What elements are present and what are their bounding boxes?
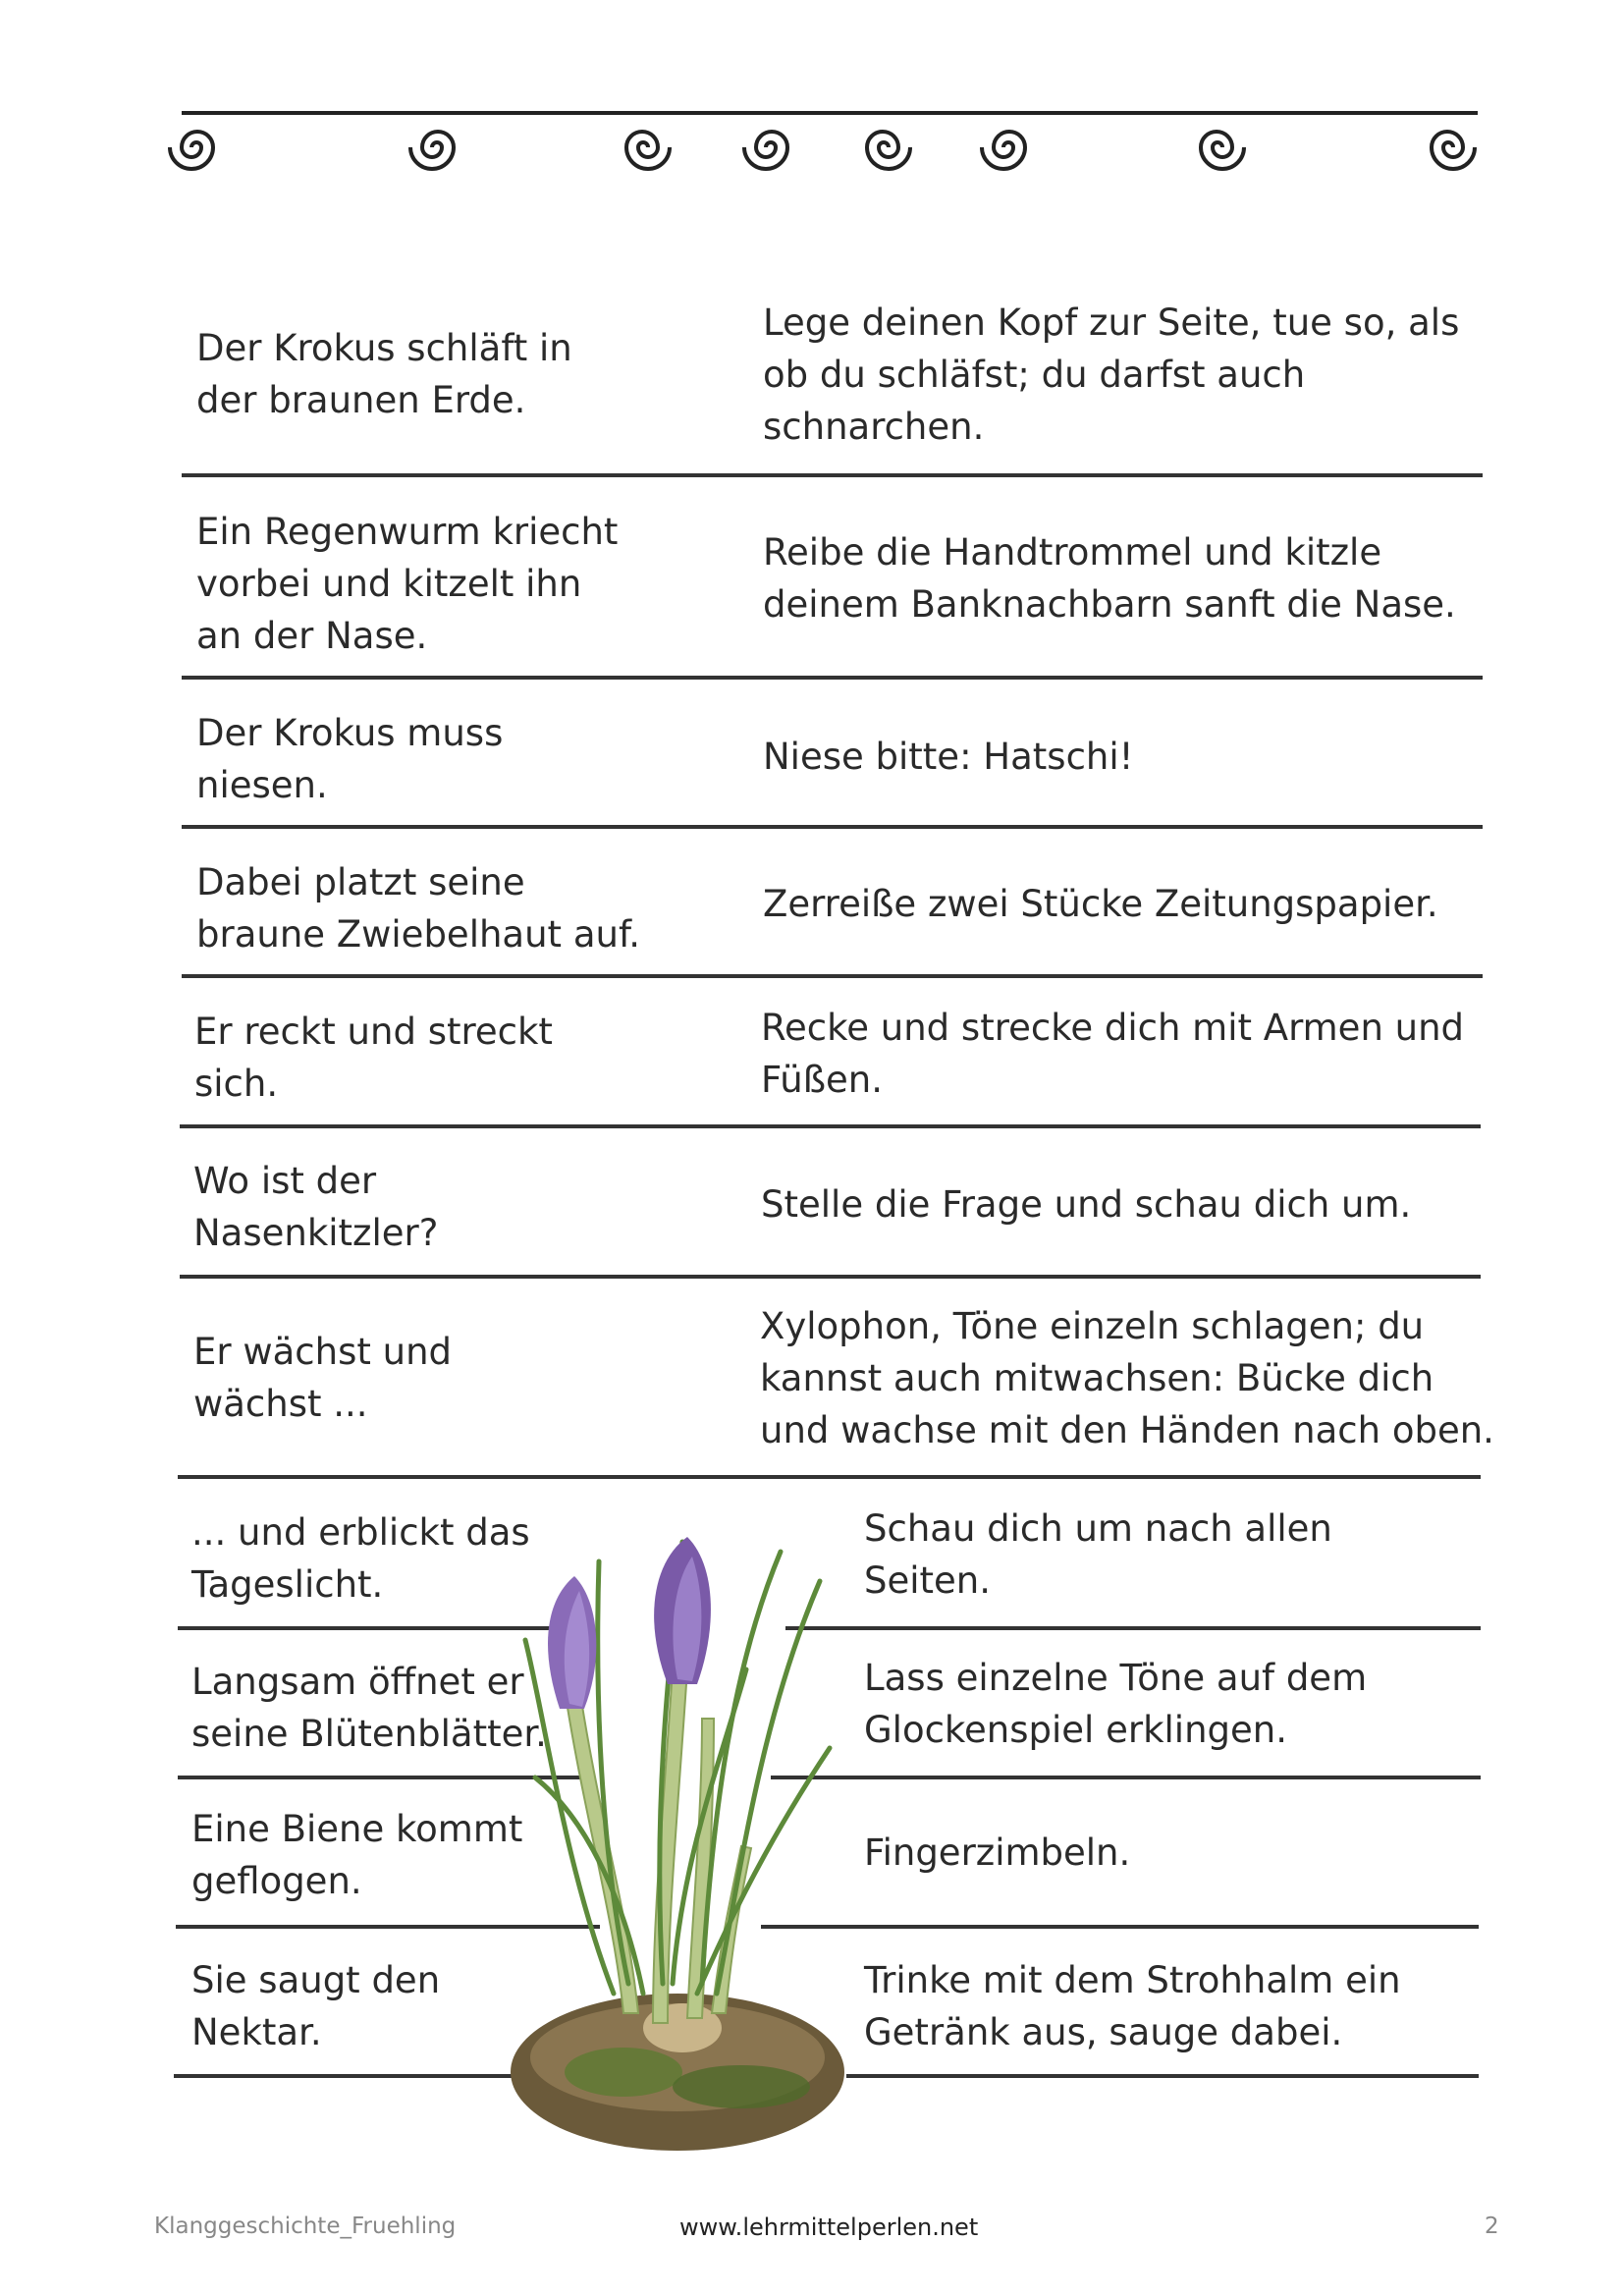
action-line: ob du schläfst; du darfst auch	[763, 354, 1306, 396]
row-divider-left	[174, 2074, 517, 2078]
story-text	[196, 856, 640, 960]
action-line: Trinke mit dem Strohhalm ein	[864, 1959, 1401, 2001]
action-line: Reibe die Handtrommel und kitzle	[763, 531, 1382, 574]
action-line: Lass einzelne Töne auf dem	[864, 1657, 1368, 1699]
story-line: Langsam öffnet er	[191, 1661, 524, 1703]
story-line: vorbei und kitzelt ihn	[196, 563, 582, 605]
story-text	[196, 506, 618, 662]
story-line: Ein Regenwurm kriecht	[196, 511, 619, 553]
row-divider	[182, 825, 1483, 829]
story-line: wächst ...	[193, 1383, 368, 1425]
story-line: seine Blütenblätter.	[191, 1713, 547, 1755]
story-text	[196, 322, 572, 426]
action-text	[763, 526, 1456, 630]
story-line: der braunen Erde.	[196, 379, 526, 421]
story-line: Tageslicht.	[191, 1563, 384, 1606]
action-line: Seiten.	[864, 1559, 992, 1602]
story-line: Nasenkitzler?	[193, 1212, 439, 1254]
story-line: Der Krokus muss	[196, 712, 504, 754]
story-line: ... und erblickt das	[191, 1511, 530, 1554]
action-line: Schau dich um nach allen	[864, 1507, 1332, 1550]
action-text	[864, 1827, 1130, 1879]
story-text	[194, 1006, 553, 1110]
action-line: Füßen.	[761, 1059, 883, 1101]
story-line: braune Zwiebelhaut auf.	[196, 913, 641, 956]
action-text	[761, 1002, 1464, 1106]
footer-document-name: Klanggeschichte_Fruehling	[154, 2214, 457, 2239]
action-line: Stelle die Frage und schau dich um.	[761, 1183, 1412, 1226]
row-divider	[182, 473, 1483, 477]
action-line: Recke und strecke dich mit Armen und	[761, 1007, 1465, 1049]
action-line: Getränk aus, sauge dabei.	[864, 2011, 1343, 2053]
story-text	[191, 1803, 522, 1907]
row-divider-right	[761, 1925, 1479, 1929]
story-line: niesen.	[196, 764, 328, 806]
story-line: Der Krokus schläft in	[196, 327, 572, 369]
action-text	[864, 1652, 1367, 1756]
row-divider-right	[771, 1776, 1481, 1779]
story-line: Nektar.	[191, 2011, 322, 2053]
action-text	[763, 297, 1459, 453]
story-text	[193, 1155, 438, 1259]
action-text	[864, 1954, 1401, 2058]
story-line: Er reckt und streckt	[194, 1011, 553, 1053]
story-text	[191, 1656, 547, 1760]
action-line: Zerreiße zwei Stücke Zeitungspapier.	[763, 883, 1438, 925]
row-divider-right	[846, 2074, 1479, 2078]
action-line: kannst auch mitwachsen: Bücke dich	[760, 1357, 1434, 1399]
row-divider	[178, 1475, 1481, 1479]
action-line: schnarchen.	[763, 406, 985, 448]
action-line: und wachse mit den Händen nach oben.	[760, 1409, 1494, 1451]
story-line: geflogen.	[191, 1860, 362, 1902]
spiral-border	[162, 103, 1495, 191]
story-line: Er wächst und	[193, 1331, 453, 1373]
action-line: Lege deinen Kopf zur Seite, tue so, als	[763, 301, 1460, 344]
action-text	[761, 1178, 1411, 1230]
action-text	[763, 878, 1438, 930]
story-text	[193, 1326, 452, 1430]
story-text	[191, 1954, 440, 2058]
story-text	[191, 1506, 530, 1611]
footer-website: www.lehrmittelperlen.net	[679, 2214, 979, 2241]
action-text	[763, 731, 1133, 783]
page-number: 2	[1485, 2214, 1499, 2239]
row-divider	[180, 1124, 1481, 1128]
action-line: Niese bitte: Hatschi!	[763, 736, 1134, 778]
story-line: an der Nase.	[196, 615, 428, 657]
story-line: Eine Biene kommt	[191, 1808, 523, 1850]
crocus-plant-illustration	[506, 1522, 849, 2160]
action-line: Fingerzimbeln.	[864, 1831, 1131, 1874]
story-text	[196, 707, 503, 811]
action-line: deinem Banknachbarn sanft die Nase.	[763, 583, 1456, 626]
story-line: Sie saugt den	[191, 1959, 441, 2001]
row-divider	[182, 974, 1483, 978]
action-text	[760, 1300, 1494, 1456]
row-divider-right	[785, 1626, 1481, 1630]
story-line: Dabei platzt seine	[196, 861, 525, 903]
action-line: Xylophon, Töne einzeln schlagen; du	[760, 1305, 1425, 1347]
row-divider	[182, 676, 1483, 680]
action-text	[864, 1503, 1332, 1607]
row-divider	[180, 1275, 1481, 1279]
story-line: sich.	[194, 1063, 279, 1105]
story-line: Wo ist der	[193, 1160, 377, 1202]
action-line: Glockenspiel erklingen.	[864, 1709, 1287, 1751]
